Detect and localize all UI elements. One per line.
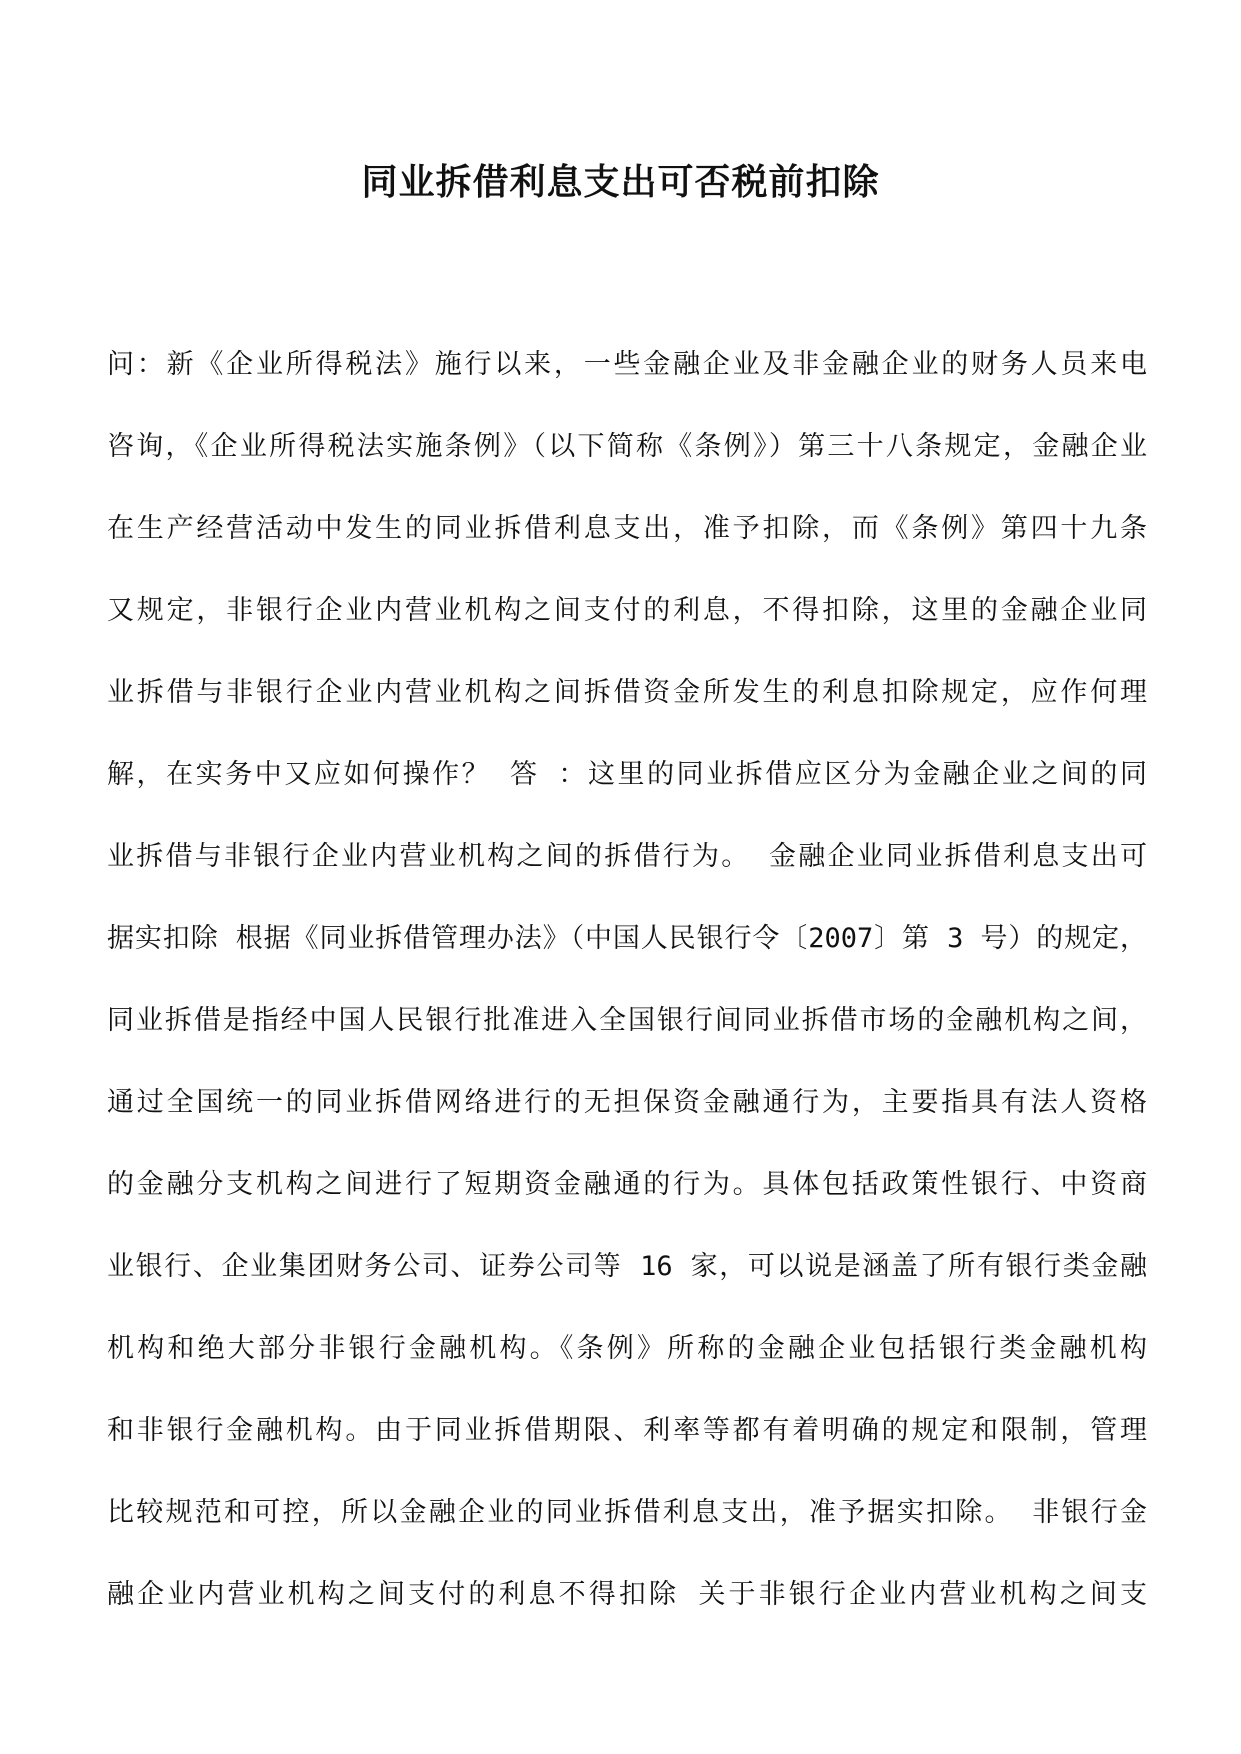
body-line: 问：新《企业所得税法》施行以来，一些金融企业及非金融企业的财务人员来电 [107,349,1147,380]
body-line: 机构和绝大部分非银行金融机构。《条例》所称的金融企业包括银行类金融机构 [107,1333,1147,1364]
body-line: 又规定，非银行企业内营业机构之间支付的利息，不得扣除，这里的金融企业同 [107,595,1147,626]
document-body [107,341,1147,1653]
body-line: 业拆借与非银行企业内营业机构之间拆借资金所发生的利息扣除规定，应作何理 [107,677,1147,708]
body-line: 和非银行金融机构。由于同业拆借期限、利率等都有着明确的规定和限制，管理 [107,1415,1147,1446]
body-line: 咨询，《企业所得税法实施条例》（以下简称《条例》）第三十八条规定，金融企业 [107,431,1147,462]
body-line: 在生产经营活动中发生的同业拆借利息支出，准予扣除，而《条例》第四十九条 [107,513,1147,544]
body-line: 解，在实务中又应如何操作？ 答 ：这里的同业拆借应区分为金融企业之间的同 [107,759,1147,790]
body-line: 同业拆借是指经中国人民银行批准进入全国银行间同业拆借市场的金融机构之间， [107,1005,1147,1036]
body-line: 融企业内营业机构之间支付的利息不得扣除 关于非银行企业内营业机构之间支 [107,1579,1147,1610]
document-title: 同业拆借利息支出可否税前扣除 [361,161,880,203]
body-line: 业拆借与非银行企业内营业机构之间的拆借行为。 金融企业同业拆借利息支出可 [107,841,1147,872]
body-line: 据实扣除 根据《同业拆借管理办法》（中国人民银行令〔2007〕第 3 号）的规定， [107,923,1147,954]
body-line: 通过全国统一的同业拆借网络进行的无担保资金融通行为，主要指具有法人资格 [107,1087,1147,1118]
body-line: 比较规范和可控，所以金融企业的同业拆借利息支出，准予据实扣除。 非银行金 [107,1497,1147,1528]
body-line: 业银行、企业集团财务公司、证券公司等 16 家，可以说是涵盖了所有银行类金融 [107,1251,1147,1282]
body-line: 的金融分支机构之间进行了短期资金融通的行为。具体包括政策性银行、中资商 [107,1169,1147,1200]
